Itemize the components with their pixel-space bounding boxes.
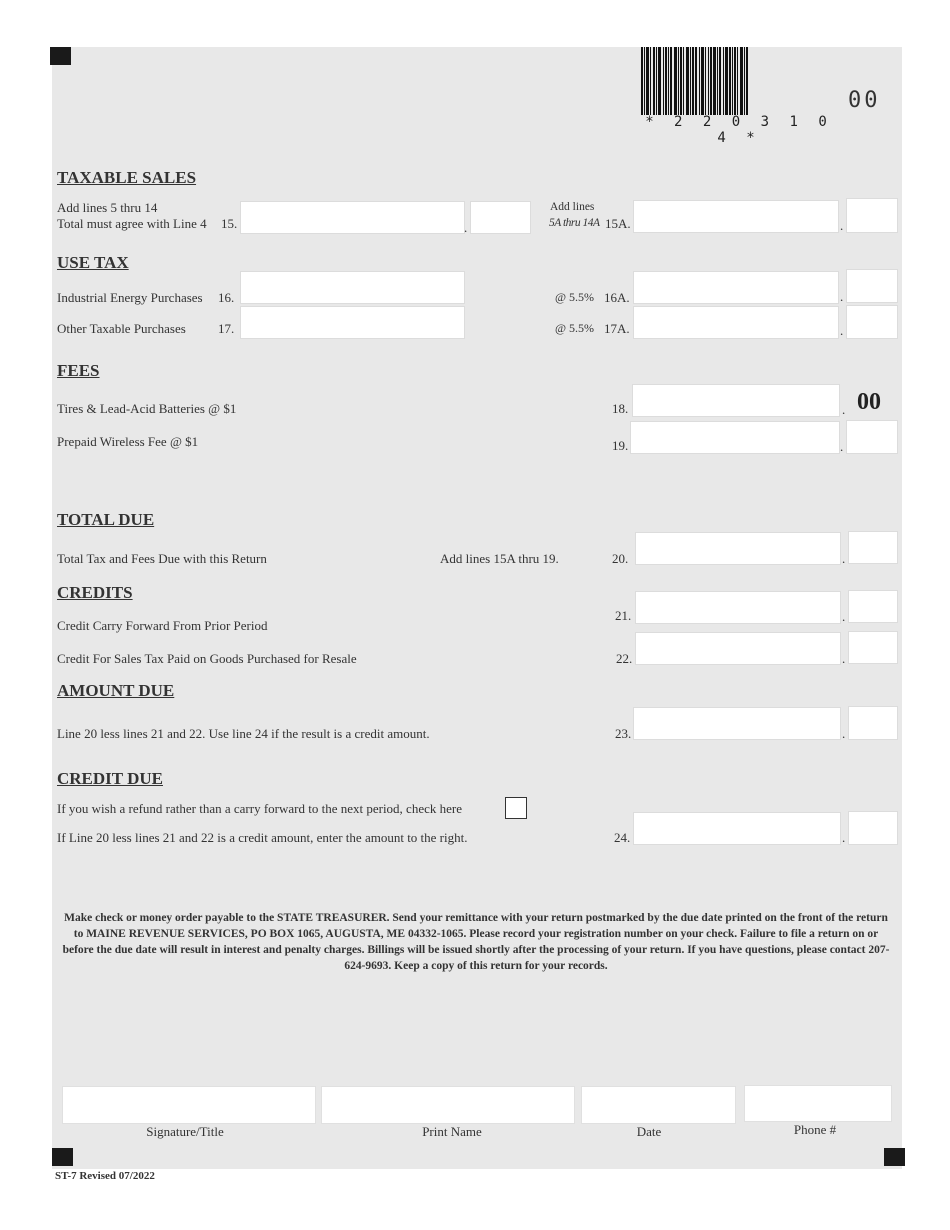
line21-amount-input[interactable] (635, 591, 841, 624)
line15-number: 15. (221, 216, 238, 231)
registration-mark-bottom-left (52, 1148, 73, 1166)
line16-rate: @ 5.5% (555, 290, 595, 304)
line21-decimal: . (842, 609, 846, 624)
line20-amount-input[interactable] (635, 532, 841, 565)
line17a-decimal: . (840, 323, 844, 338)
line15a-add-lines: Add lines (550, 201, 595, 213)
signature-title-input[interactable] (62, 1086, 316, 1124)
line23-decimal: . (842, 726, 846, 741)
line21-cents-input[interactable] (848, 590, 898, 623)
line16-desc: Industrial Energy Purchases (57, 290, 203, 305)
barcode-space (748, 47, 749, 115)
section-use-tax: USE TAX (57, 253, 129, 272)
line22-number: 22. (616, 651, 633, 666)
refund-checkbox[interactable] (505, 797, 527, 819)
line15-cents-input[interactable] (470, 201, 531, 234)
line19-decimal: . (840, 439, 844, 454)
section-credit-due: CREDIT DUE (57, 769, 163, 788)
date-input[interactable] (581, 1086, 736, 1124)
section-amount-due: AMOUNT DUE (57, 681, 175, 700)
line22-desc: Credit For Sales Tax Paid on Goods Purchased for Resale (57, 651, 357, 666)
line23-number: 23. (615, 726, 632, 741)
line19-number: 19. (612, 438, 629, 453)
barcode-text: * 2 2 0 3 1 0 4 * (645, 114, 833, 146)
line18-amount-input[interactable] (632, 384, 840, 417)
line16a-number: 16A. (604, 290, 630, 305)
line19-desc: Prepaid Wireless Fee @ $1 (57, 434, 199, 449)
form-suffix-code: 00 (848, 88, 881, 113)
print-name-input[interactable] (321, 1086, 575, 1124)
line18-cents-fixed: 00 (857, 389, 881, 415)
section-total-due: TOTAL DUE (57, 510, 155, 529)
section-fees: FEES (57, 361, 100, 380)
line17a-cents-input[interactable] (846, 305, 898, 339)
line17-number: 17. (218, 321, 235, 336)
remittance-notice: Make check or money order payable to the STATE TREASURER. Send your remittance with your return postmarked by the due date printed on the front of the return to MAINE REVENUE SERVICES, PO BOX 1065, AUGUSTA, ME 04332-1065. Please record your registration number on your check. Failure to file a return on or before the due date will result in interest and penalty charges. Billings will be issued shortly after the processing of your return. If you have questions, please contact 207-624-9693. Keep a copy of this return for your records. (62, 912, 890, 972)
form-revision: ST-7 Revised 07/2022 (55, 1170, 155, 1182)
signature-title-label: Signature/Title (146, 1124, 224, 1139)
line23-amount-input[interactable] (633, 707, 841, 740)
registration-mark-bottom-right (884, 1148, 905, 1166)
line22-cents-input[interactable] (848, 631, 898, 664)
line20-cents-input[interactable] (848, 531, 898, 564)
phone-label: Phone # (793, 1122, 837, 1137)
line24-amount-input[interactable] (633, 812, 841, 845)
line16-amount-input[interactable] (240, 271, 465, 304)
line15a-number: 15A. (605, 216, 631, 231)
line22-decimal: . (842, 651, 846, 666)
line18-desc: Tires & Lead-Acid Batteries @ $1 (57, 401, 237, 416)
line17a-number: 17A. (604, 321, 630, 336)
line15-desc-1: Add lines 5 thru 14 (57, 200, 158, 215)
line24-number: 24. (614, 830, 631, 845)
line23-desc: Line 20 less lines 21 and 22. Use line 24 if the result is a credit amount. (57, 726, 430, 741)
print-name-label: Print Name (422, 1124, 482, 1139)
section-credits: CREDITS (57, 583, 133, 602)
refund-desc: If you wish a refund rather than a carry forward to the next period, check here (57, 801, 462, 816)
line21-desc: Credit Carry Forward From Prior Period (57, 618, 268, 633)
line18-decimal: . (842, 402, 846, 417)
date-label: Date (636, 1124, 662, 1139)
line15a-cents-input[interactable] (846, 198, 898, 233)
line20-decimal: . (842, 551, 846, 566)
line17a-amount-input[interactable] (633, 306, 839, 339)
line19-cents-input[interactable] (846, 420, 898, 454)
line24-cents-input[interactable] (848, 811, 898, 845)
line22-amount-input[interactable] (635, 632, 841, 665)
registration-mark-top-left (50, 47, 71, 65)
line18-number: 18. (612, 401, 629, 416)
line15a-decimal: . (840, 218, 844, 233)
section-taxable-sales: TAXABLE SALES (57, 168, 197, 187)
line20-number: 20. (612, 551, 629, 566)
line15-desc-2: Total must agree with Line 4 (57, 216, 207, 231)
line24-desc: If Line 20 less lines 21 and 22 is a credit amount, enter the amount to the right. (57, 830, 468, 845)
line16a-decimal: . (840, 289, 844, 304)
line21-number: 21. (615, 608, 632, 623)
line15-decimal: . (464, 220, 468, 235)
line17-amount-input[interactable] (240, 306, 465, 339)
line20-note: Add lines 15A thru 19. (440, 551, 559, 566)
line16-number: 16. (218, 290, 235, 305)
line17-rate: @ 5.5% (555, 321, 595, 335)
line15a-range: 5A thru 14A (549, 217, 600, 229)
line23-cents-input[interactable] (848, 706, 898, 740)
line16a-amount-input[interactable] (633, 271, 839, 304)
barcode (641, 47, 837, 115)
phone-input[interactable] (744, 1085, 892, 1122)
line15-amount-input[interactable] (240, 201, 468, 235)
line17-desc: Other Taxable Purchases (57, 321, 186, 336)
line16a-cents-input[interactable] (846, 269, 898, 303)
line20-desc: Total Tax and Fees Due with this Return (57, 551, 267, 566)
line19-amount-input[interactable] (630, 421, 840, 454)
line15a-amount-input[interactable] (633, 200, 839, 233)
line24-decimal: . (842, 830, 846, 845)
